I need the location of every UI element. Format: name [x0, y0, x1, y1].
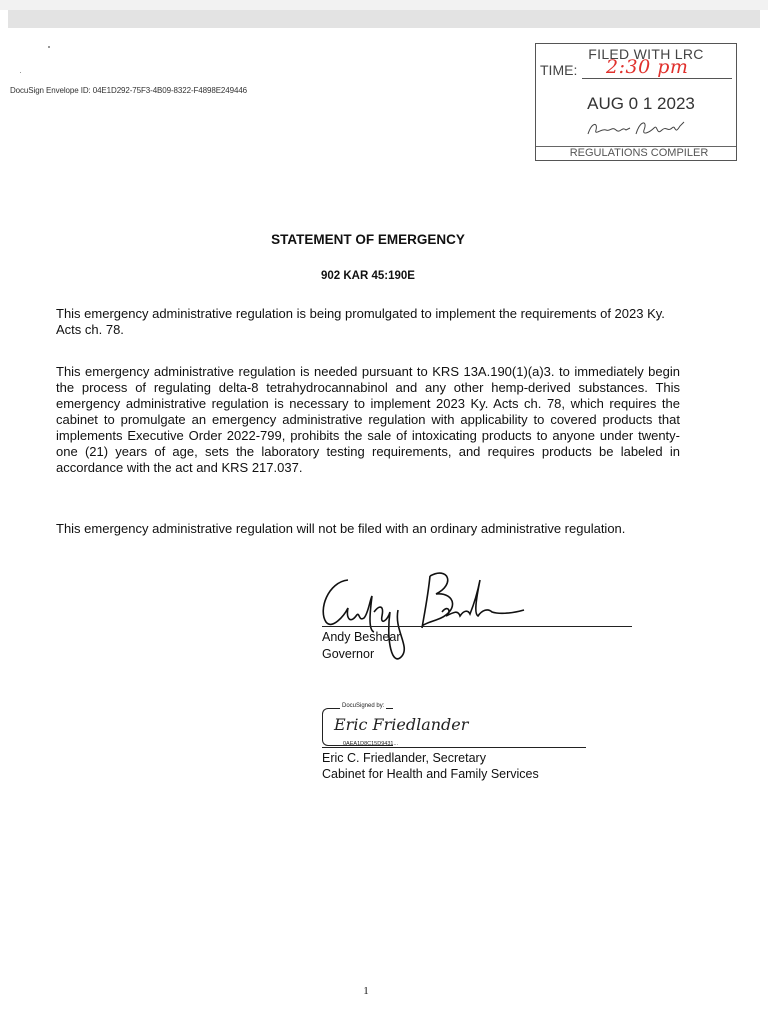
governor-name: Andy Beshear — [322, 630, 401, 644]
stamp-time-label: TIME: — [540, 62, 578, 78]
stamp-time-value: 2:30 pm — [606, 56, 689, 78]
secretary-organization: Cabinet for Health and Family Services — [322, 767, 539, 781]
scan-speck — [20, 72, 21, 73]
paragraph-justification: This emergency administrative regulation is needed pursuant to KRS 13A.190(1)(a)3. to immediately begin the process of regulating delta-8 tetrahydrocannabinol and any other hemp-derived substances. This emergency administrative regulation is necessary to implement 2023 Ky. Acts ch. 78, which requires the cabinet to promulgate an emergency administrative regulation with applicability to covered products that implements Executive Order 2022-799, prohibits the sale of intoxicating products to anyone under twenty-one (21) years of age, sets the laboratory testing requirements, and requires products be labeled in accordance with the act and KRS 217.037. — [56, 364, 680, 475]
stamp-time-line — [582, 78, 732, 79]
scan-top-shadow — [8, 10, 760, 28]
lrc-filing-stamp — [535, 43, 737, 161]
stamp-title: FILED WITH LRC — [588, 46, 704, 62]
secretary-signature: Eric Friedlander — [334, 715, 469, 734]
scan-speck — [48, 46, 50, 48]
governor-title: Governor — [322, 647, 375, 661]
scan-top-edge — [0, 0, 768, 10]
stamp-date: AUG 0 1 2023 — [587, 94, 695, 113]
stamp-signature — [584, 118, 694, 145]
page-number: 1 — [363, 985, 369, 997]
document-title: STATEMENT OF EMERGENCY — [271, 232, 465, 247]
regulation-number: 902 KAR 45:190E — [321, 270, 415, 282]
governor-signature-line — [322, 626, 632, 627]
secretary-name: Eric C. Friedlander, Secretary — [322, 751, 486, 765]
secretary-signature-line — [322, 747, 586, 748]
docusign-envelope-id: DocuSign Envelope ID: 04E1D292-75F3-4B09-8322-F4898E249446 — [10, 86, 248, 95]
paragraph-filing-note: This emergency administrative regulation will not be filed with an ordinary administrative regulation. — [56, 521, 626, 536]
stamp-compiler: REGULATIONS COMPILER — [536, 146, 736, 159]
docusign-signer-id: 0AEA1D8C15D9431... — [343, 741, 399, 747]
docusigned-by-label: DocuSigned by: — [342, 703, 385, 709]
paragraph-purpose: This emergency administrative regulation is being promulgated to implement the requirements of 2023 Ky. Acts ch. 78. — [56, 306, 665, 337]
